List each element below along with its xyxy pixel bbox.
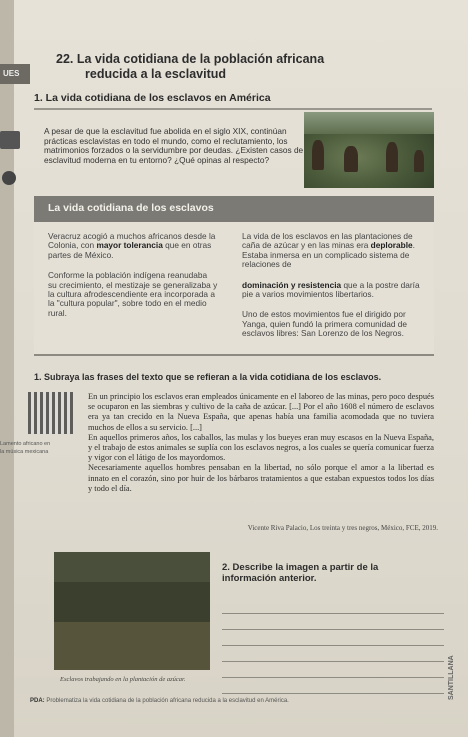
answer-lines[interactable] bbox=[222, 598, 444, 694]
answer-line[interactable] bbox=[222, 614, 444, 630]
infobox-paragraph bbox=[242, 232, 427, 270]
photo-figure bbox=[386, 142, 398, 172]
paragraph-text: que a la postre daría pie a varios movimientos libertarios. bbox=[242, 279, 420, 300]
reading-source: Vicente Riva Palacio, Los treinta y tres negros, México, FCE, 2019. bbox=[247, 524, 438, 532]
reading-paragraph: En aquellos primeros años, los caballos, las mulas y los bueyes eran muy escasos en la Nueva España, y el trabajo de estos animales se suplía con los esclavos negros, a los cuales se quería comunicar fuerza y vigor con el látigo de los mayordomos. bbox=[88, 432, 434, 463]
photo-figure bbox=[344, 146, 358, 172]
answer-line[interactable] bbox=[222, 678, 444, 694]
photo-caption: Esclavos trabajando en la plantación de azúcar. bbox=[60, 676, 186, 683]
infobox-paragraph bbox=[48, 271, 218, 318]
answer-line[interactable] bbox=[222, 598, 444, 614]
photo-sky bbox=[304, 112, 434, 134]
answer-line[interactable] bbox=[222, 646, 444, 662]
qr-caption: Lamento africano en la música mexicana bbox=[0, 441, 51, 455]
photo-band bbox=[54, 552, 210, 582]
answer-line[interactable] bbox=[222, 662, 444, 678]
infobox-right-column bbox=[242, 232, 427, 350]
infobox-paragraph bbox=[242, 281, 427, 300]
photo-band bbox=[54, 582, 210, 622]
activity-question-1: 1. Subraya las frases del texto que se refieran a la vida cotidiana de los esclavos. bbox=[34, 372, 382, 382]
answer-line[interactable] bbox=[222, 630, 444, 646]
margin-dot-icon bbox=[2, 171, 16, 185]
paragraph-text: Uno de estos movimientos fue el dirigido por Yanga, quien fundó la primera comunidad de esclavos libres: San Lorenzo de los Negros. bbox=[242, 309, 407, 339]
emphasis-text: dominación y resistencia bbox=[242, 279, 342, 290]
emphasis-text: mayor tolerancia bbox=[96, 240, 163, 251]
reading-paragraph: Necesariamente aquellos hombres pensaban en la libertad, no sólo porque el amor a la libertad es innato en el corazón, sino por huir de los bárbaros tratamientos a que estaban expuestos todos los días y todo el día. bbox=[88, 463, 434, 493]
reading-excerpt bbox=[88, 392, 434, 494]
field-workers-photo bbox=[304, 112, 434, 188]
margin-icon bbox=[0, 131, 20, 149]
page-footer bbox=[30, 698, 450, 704]
photo-band bbox=[54, 622, 210, 670]
paragraph-text: Conforme la población indígena reanudaba su crecimiento, el mestizaje se generalizaba y la cultura afrodescendiente era incorporada a la "cultura popular", sobre todo en el medio rural. bbox=[48, 270, 218, 318]
paragraph-text: Veracruz acogió a muchos africanos desde la Colonia, con bbox=[48, 231, 216, 251]
sugar-plantation-photo bbox=[54, 552, 210, 670]
activity-question-2: 2. Describe la imagen a partir de la información anterior. bbox=[222, 562, 379, 584]
paragraph-text: La vida de los esclavos en las plantaciones de caña de azúcar y en las minas era bbox=[242, 231, 413, 251]
qr-code-icon[interactable] bbox=[28, 392, 74, 434]
infobox-title: La vida cotidiana de los esclavos bbox=[34, 196, 434, 222]
footer-label: PDA: bbox=[30, 698, 45, 704]
infobox-left-column bbox=[48, 232, 218, 329]
lesson-header bbox=[56, 52, 386, 82]
page-gutter bbox=[0, 0, 14, 737]
chapter-tab: UES bbox=[0, 64, 30, 84]
intro-paragraph: A pesar de que la esclavitud fue abolida en el siglo XIX, continúan prácticas esclavistas en todo el mundo, como el reclutamiento, los matrimonios forzados o la servidumbre por deudas. ¿Existen casos de esclavitud moderna en tu entorno? ¿Qué opinas al respecto? bbox=[44, 126, 304, 165]
reading-paragraph: En un principio los esclavos eran empleados únicamente en el laboreo de las minas, pero poco después se ocuparon en las siembras y cultivo de la caña de azúcar. [...] Por el año 1608 el número de esclavos era ya tan crecido en la Nueva España, que apenas había una familia acomodada que no tuviera muchos de ellos a su servicio. [...] bbox=[88, 392, 434, 432]
infobox bbox=[34, 222, 434, 356]
section-title: 1. La vida cotidiana de los esclavos en América bbox=[34, 92, 271, 104]
infobox-paragraph bbox=[242, 310, 427, 338]
photo-figure bbox=[312, 140, 324, 170]
lesson-subtitle: reducida a la esclavitud bbox=[85, 67, 227, 81]
footer-text: Problematiza la vida cotidiana de la población africana reducida a la esclavitud en América. bbox=[46, 698, 289, 704]
paragraph-text: que en otras partes de México. bbox=[48, 240, 212, 260]
lesson-title: 22. La vida cotidiana de la población africana bbox=[56, 52, 325, 66]
section-divider bbox=[34, 108, 432, 110]
emphasis-text: deplorable bbox=[370, 240, 413, 251]
infobox-paragraph bbox=[48, 232, 218, 260]
photo-figure bbox=[414, 150, 424, 172]
publisher-brand: SANTILLANA bbox=[448, 655, 455, 700]
paragraph-text: . Estaba inmersa en un complicado sistema de relaciones de bbox=[242, 240, 415, 270]
